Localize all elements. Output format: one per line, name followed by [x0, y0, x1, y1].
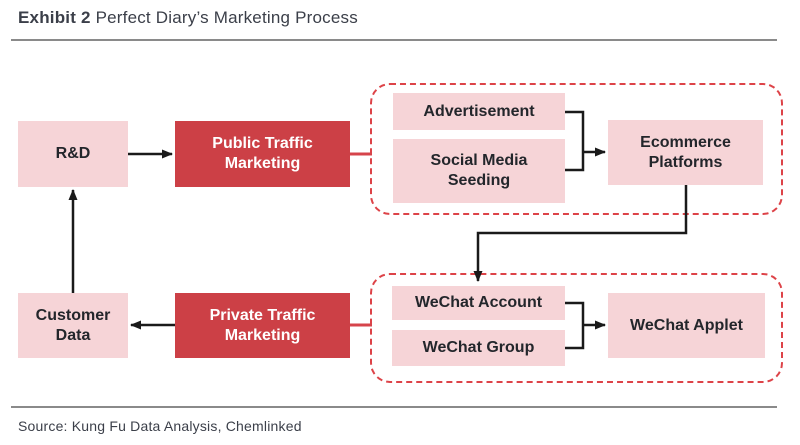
node-social-media-seeding-label: Social Media Seeding: [430, 152, 528, 189]
node-wechat-account: [392, 286, 565, 320]
node-wechat-group-label: WeChat Group: [422, 339, 535, 357]
node-ecommerce-platforms-label: Ecommerce Platforms: [640, 133, 731, 171]
exhibit-title-text: Perfect Diary’s Marketing Process: [95, 8, 358, 27]
node-private-traffic-marketing: [175, 293, 350, 358]
node-advertisement: [393, 93, 565, 130]
exhibit-title: [18, 8, 358, 28]
node-wechat-applet-label: WeChat Applet: [630, 316, 743, 334]
node-rnd: [18, 121, 128, 187]
node-wechat-account-label: WeChat Account: [414, 294, 543, 312]
node-public-traffic-marketing: [175, 121, 350, 187]
node-wechat-applet: [608, 293, 765, 358]
node-private-traffic-label: Private Traffic Marketing: [209, 306, 316, 344]
node-public-traffic-label: Public Traffic Marketing: [212, 135, 313, 172]
bottom-divider: [11, 406, 777, 408]
exhibit-number: Exhibit 2: [18, 8, 91, 27]
node-rnd-label: R&D: [55, 145, 91, 163]
node-ecommerce-platforms: [608, 120, 763, 185]
node-customer-data: [18, 293, 128, 358]
node-social-media-seeding: [393, 139, 565, 203]
node-advertisement-label: Advertisement: [423, 102, 535, 120]
source-attribution: Source: Kung Fu Data Analysis, Chemlinked: [18, 418, 302, 434]
top-divider: [11, 39, 777, 41]
node-customer-data-label: Customer Data: [35, 306, 111, 344]
node-wechat-group: [392, 330, 565, 366]
